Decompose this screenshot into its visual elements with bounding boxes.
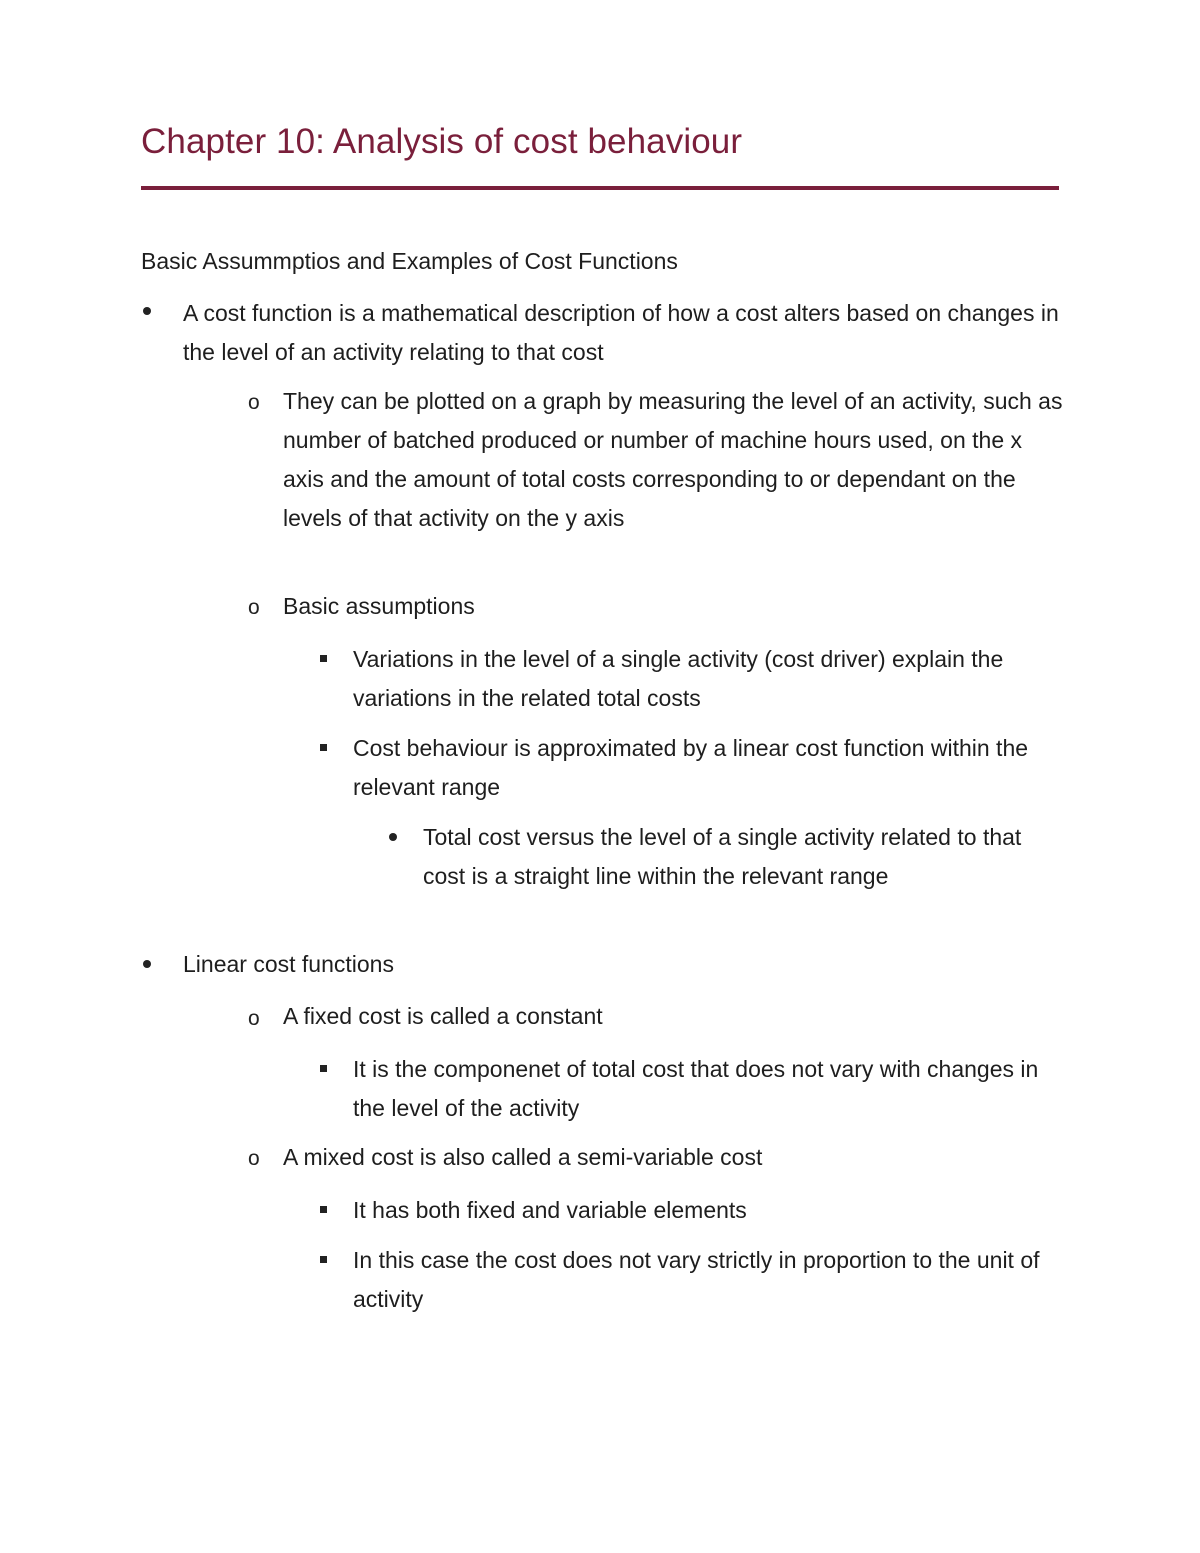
list-item: It is the componenet of total cost that does not vary with changes in the level of the activity xyxy=(353,1056,1039,1121)
bullet-dot-icon xyxy=(143,960,151,968)
bullet-circle-icon: o xyxy=(248,596,260,619)
bullet-square-icon xyxy=(320,1256,327,1263)
section-subheading: Basic Assummptios and Examples of Cost Functions xyxy=(141,248,678,274)
list-item: In this case the cost does not vary strictly in proportion to the unit of activity xyxy=(353,1247,1040,1312)
list-item: Cost behaviour is approximated by a linear cost function within the relevant range xyxy=(353,735,1029,800)
page-title: Chapter 10: Analysis of cost behaviour xyxy=(141,122,743,161)
bullet-square-icon xyxy=(320,1206,327,1213)
list-item: Basic assumptions xyxy=(283,593,475,619)
list-item: A cost function is a mathematical description of how a cost alters based on changes in the level of an activity relating to that cost xyxy=(183,300,1059,365)
list-item: A mixed cost is also called a semi-variable cost xyxy=(283,1144,763,1170)
bullet-dot-icon xyxy=(143,307,151,315)
list-item: Total cost versus the level of a single activity related to that cost is a straight line within the relevant range xyxy=(423,824,1022,889)
bullet-square-icon xyxy=(320,655,327,662)
list-item: It has both fixed and variable elements xyxy=(353,1197,747,1223)
bullet-square-icon xyxy=(320,744,327,751)
list-item: They can be plotted on a graph by measuring the level of an activity, such as number of batched produced or number of machine hours used, on the x axis and the amount of total costs corresponding to or dependant on the levels of that activity on the y axis xyxy=(283,388,1063,531)
bullet-square-icon xyxy=(320,1065,327,1072)
list-item: A fixed cost is called a constant xyxy=(283,1003,603,1029)
bullet-circle-icon: o xyxy=(248,391,260,414)
bullet-dot-icon xyxy=(389,833,397,841)
title-divider xyxy=(141,186,1059,190)
bullet-circle-icon: o xyxy=(248,1007,260,1030)
bullet-circle-icon: o xyxy=(248,1147,260,1170)
list-item: Linear cost functions xyxy=(183,951,394,977)
list-item: Variations in the level of a single activity (cost driver) explain the variations in the related total costs xyxy=(353,646,1004,711)
